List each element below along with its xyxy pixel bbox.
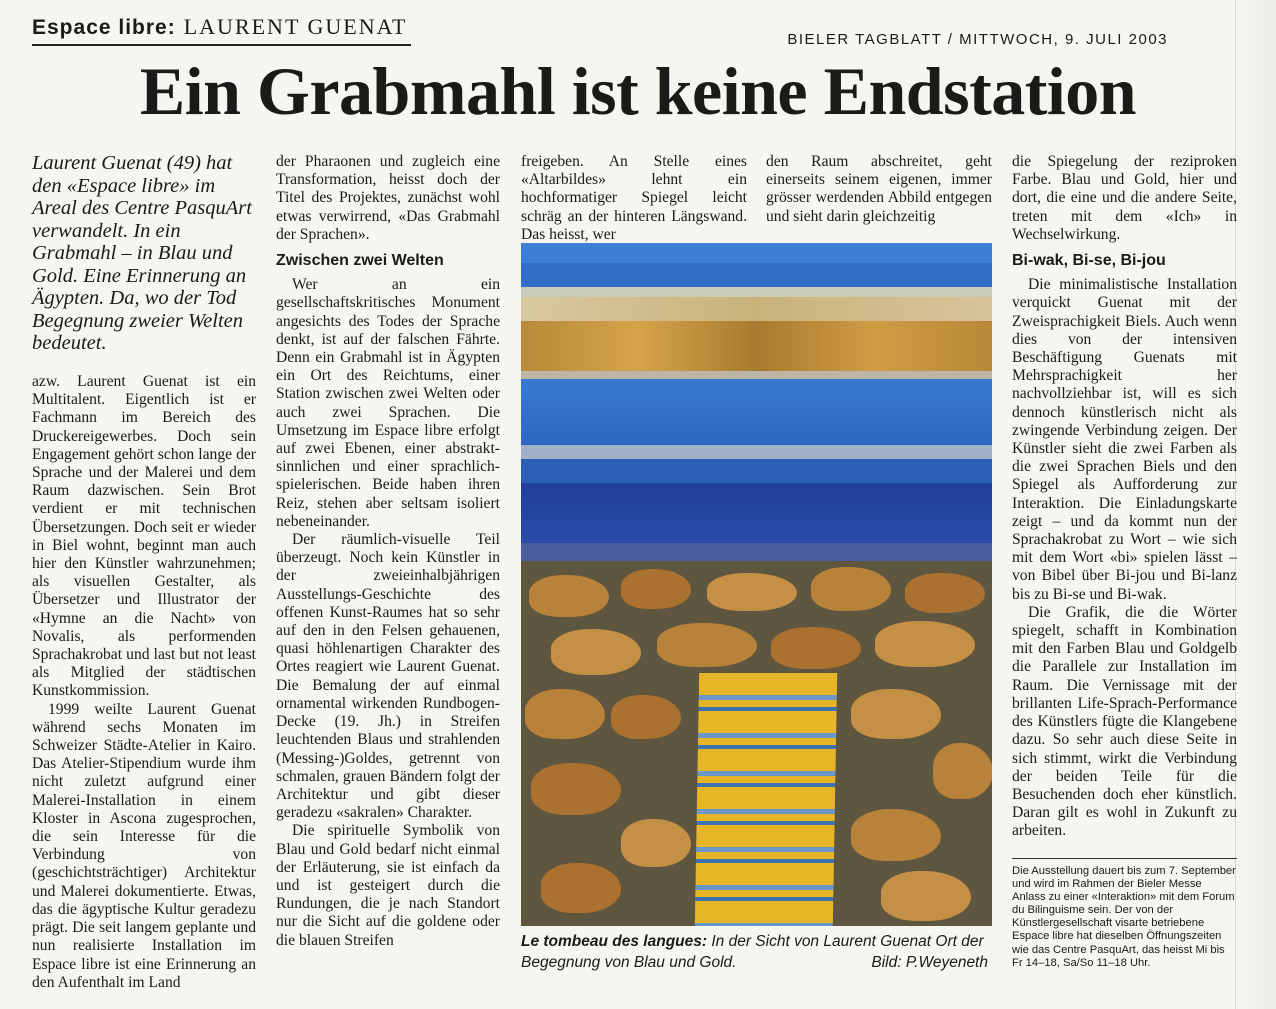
photo-caption bbox=[521, 931, 992, 973]
body-paragraph: die Spiegelung der reziproken Farbe. Blau und Gold, hier und dort, die eine und die andere Seite, treten mit dem «Ich» in Wechselwirkung. bbox=[1012, 153, 1237, 243]
stone bbox=[811, 567, 891, 611]
caption-title: Le tombeau des langues: bbox=[521, 933, 708, 950]
subheading: Bi-wak, Bi-se, Bi-jou bbox=[1012, 252, 1166, 270]
body-paragraph: der Pharaonen und zugleich eine Transformation, heisst doch der Titel des Projektes, zunächst wohl etwas verwirrend, «Das Grabmahl der Sprachen». bbox=[276, 153, 500, 243]
body-paragraph: azw. Laurent Guenat ist ein Multitalent. Eigentlich ist er Fachmann im Bereich des Druckereigewerbes. Doch sein Engagement gehört schon lange der Sprache und der Malerei und dem Raum dazwischen. Sein Brot verdient er mit technischen Übersetzungen. Doch seit er wieder in Biel wohnt, beginnt man auch hier den Künstler wahrzunehmen; als visuellen Gestalter, als Übersetzer und Illustrator der «Hymne an die Nacht» von Novalis, als performenden Sprachakrobat und last but not least als Mitglied der städtischen Kunstkommission. bbox=[32, 373, 256, 700]
info-box: Die Ausstellung dauert bis zum 7. September und wird im Rahmen der Bieler Messe Anlass zu einer «Interaktion» mit dem Forum du Bilinguisme sein. Der von der Künstlergesellschaft visarte betriebene Espace libre hat dieselben Öffnungszeiten wie das Centre PasquArt, das heisst Mi bis Fr 14–18, Sa/So 11–18 Uhr. bbox=[1012, 858, 1237, 970]
grey-band bbox=[521, 371, 992, 379]
body-paragraph: Die minimalistische Installation verquickt Guenat mit der Zweisprachigkeit Biels. Auch wenn dies von der intensiven Beschäftigung Guenats mit Mehrsprachigkeit her nachvollziehbar ist, will es sich dennoch künstlerisch nicht als zwingende Verbindung zeigen. Der Künstler sieht die zwei Farben als die zwei Sprachen Biels und den Spiegel als Aufforderung zur Interaktion. Die Einladungskarte zeigt – und da kommt nun der Sprachakrobat zu Wort – wie sich mit dem Wort «bi» spielen lässt – von Bibel über Bi-jou und Bi-lanz bis zu Bi-se und Bi-wak. bbox=[1012, 276, 1237, 603]
blue-stripe bbox=[521, 243, 992, 263]
gold-stripe bbox=[521, 297, 992, 321]
stone bbox=[529, 575, 609, 617]
striped-mirror-panel bbox=[695, 673, 837, 926]
publication-line: BIELER TAGBLATT / MITTWOCH, 9. JULI 2003 bbox=[787, 31, 1168, 48]
stone bbox=[851, 809, 941, 861]
stone bbox=[621, 819, 691, 867]
caption-text: In der Sicht von Laurent Guenat Ort der Begegnung von Blau und Gold. bbox=[521, 933, 984, 971]
body-paragraph: freigeben. An Stelle eines «Altarbildes» lehnt ein hochformatiger Spiegel leicht schräg an der hinteren Längswand. Das heisst, wer bbox=[521, 153, 747, 243]
lead-paragraph: Laurent Guenat (49) hat den «Espace libre» im Areal des Centre PasquArt verwandelt. In ein Grabmahl – in Blau und Gold. Eine Erinnerung an Ägypten. Da, wo der Tod Begegnung zweier Welten bedeutet. bbox=[32, 152, 252, 354]
stone bbox=[771, 627, 861, 669]
stone bbox=[707, 573, 797, 611]
stone bbox=[621, 569, 691, 609]
body-paragraph: Wer an ein gesellschaftskritisches Monument angesichts des Todes der Sprache denkt, ist auf der falschen Fährte. Denn ein Grabmahl ist in Ägypten ein Ort des Reichtums, einer Station zwischen zwei Welten oder auch zwei Sprachen. Die Umsetzung im Espace libre erfolgt auf zwei Ebenen, einer abstrakt-sinnlichen und einer sprachlich-spielerischen. Beide haben ihren Reiz, stehen aber seltsam isoliert nebeneinander. bbox=[276, 276, 500, 530]
adjacent-page-edge bbox=[1235, 0, 1276, 1009]
stone bbox=[551, 629, 641, 675]
blue-stripe bbox=[521, 379, 992, 445]
body-paragraph: 1999 weilte Laurent Guenat während sechs Monaten im Schweizer Städte-Atelier in Kairo. Das Atelier-Stipendium wurde ihm nicht zuletzt aufgrund einer Malerei-Installation in einem Kloster in Ascona zugesprochen, die sein Interesse für die Verbindung von (geschichtsträchtiger) Architektur und Malerei dokumentierte. Etwas, das die ägyptische Kultur geradezu prägt. Die seit langem geplante und nun realisierte Installation im Espace libre ist eine Erinnerung an den Aufenthalt im Land bbox=[32, 700, 256, 991]
gold-stripe bbox=[521, 321, 992, 371]
stone bbox=[657, 623, 757, 667]
section-header bbox=[32, 14, 411, 46]
stone bbox=[875, 621, 975, 667]
column-4 bbox=[766, 153, 992, 226]
headline: Ein Grabmahl ist keine Endstation bbox=[139, 53, 1137, 129]
stone bbox=[933, 743, 992, 799]
stone bbox=[881, 871, 971, 921]
stone bbox=[531, 763, 621, 815]
stone bbox=[611, 695, 681, 739]
photo-credit: Bild: P.Weyeneth bbox=[871, 954, 988, 971]
column-3 bbox=[521, 153, 747, 244]
blue-stripe bbox=[521, 263, 992, 287]
stone bbox=[905, 573, 985, 613]
body-paragraph: Die Grafik, die die Wörter spiegelt, schafft in Kombination mit den Farben Blau und Goldgelb die Parallele zur Installation im Raum. Die Vernissage mit der brillanten Life-Sprach-Performance des Künstlers fügte die Klangebene dazu. So sehr auch diese Seite in sich stimmt, wirkt die Verbindung der beiden Teile für die Besuchenden doch eher künstlich. Daran gilt es wohl in Zukunft zu arbeiten. bbox=[1012, 603, 1237, 840]
section-kicker: Espace libre: bbox=[32, 16, 176, 39]
grey-band bbox=[521, 445, 992, 459]
body-paragraph: Der räumlich-visuelle Teil überzeugt. Noch kein Künstler in der zweieinhalbjährigen Ausstellungs-Geschichte des offenen Kunst-Raumes hat so sehr auf den in den Felsen gehauenen, quasi höhlenartigen Charakter des Ortes reagiert wie Laurent Guenat. Die Bemalung der auf einmal ornamental wirkenden Rundbogen-Decke (19. Jh.) in Streifen leuchtenden Blaus und strahlenden (Messing-)Goldes, getrennt von schmalen, grauen Bändern folgt der Architektur und gibt dieser geradezu «sakralen» Charakter. bbox=[276, 531, 500, 822]
grey-band bbox=[521, 287, 992, 297]
installation-photo bbox=[521, 243, 992, 926]
stone bbox=[851, 689, 941, 739]
blue-stripe bbox=[521, 459, 992, 483]
column-1 bbox=[32, 373, 256, 992]
subheading: Zwischen zwei Welten bbox=[276, 252, 444, 270]
stone bbox=[525, 689, 605, 739]
body-paragraph: den Raum abschreitet, geht einerseits seinem eigenen, immer grösser werdenden Abbild entgegen und sieht darin gleichzeitig bbox=[766, 153, 992, 225]
body-paragraph: Die spirituelle Symbolik von Blau und Gold bedarf nicht einmal der Erläuterung, sie ist einfach da und ist gesteigert durch die Rundungen, die je nach Standort nur die Sicht auf die goldene oder die blauen Streifen bbox=[276, 822, 500, 949]
blue-stripe bbox=[521, 543, 992, 561]
blue-stripe bbox=[521, 483, 992, 543]
column-2 bbox=[276, 153, 500, 950]
stone bbox=[541, 863, 621, 913]
author-name: LAURENT GUENAT bbox=[183, 14, 408, 39]
column-5 bbox=[1012, 153, 1237, 841]
